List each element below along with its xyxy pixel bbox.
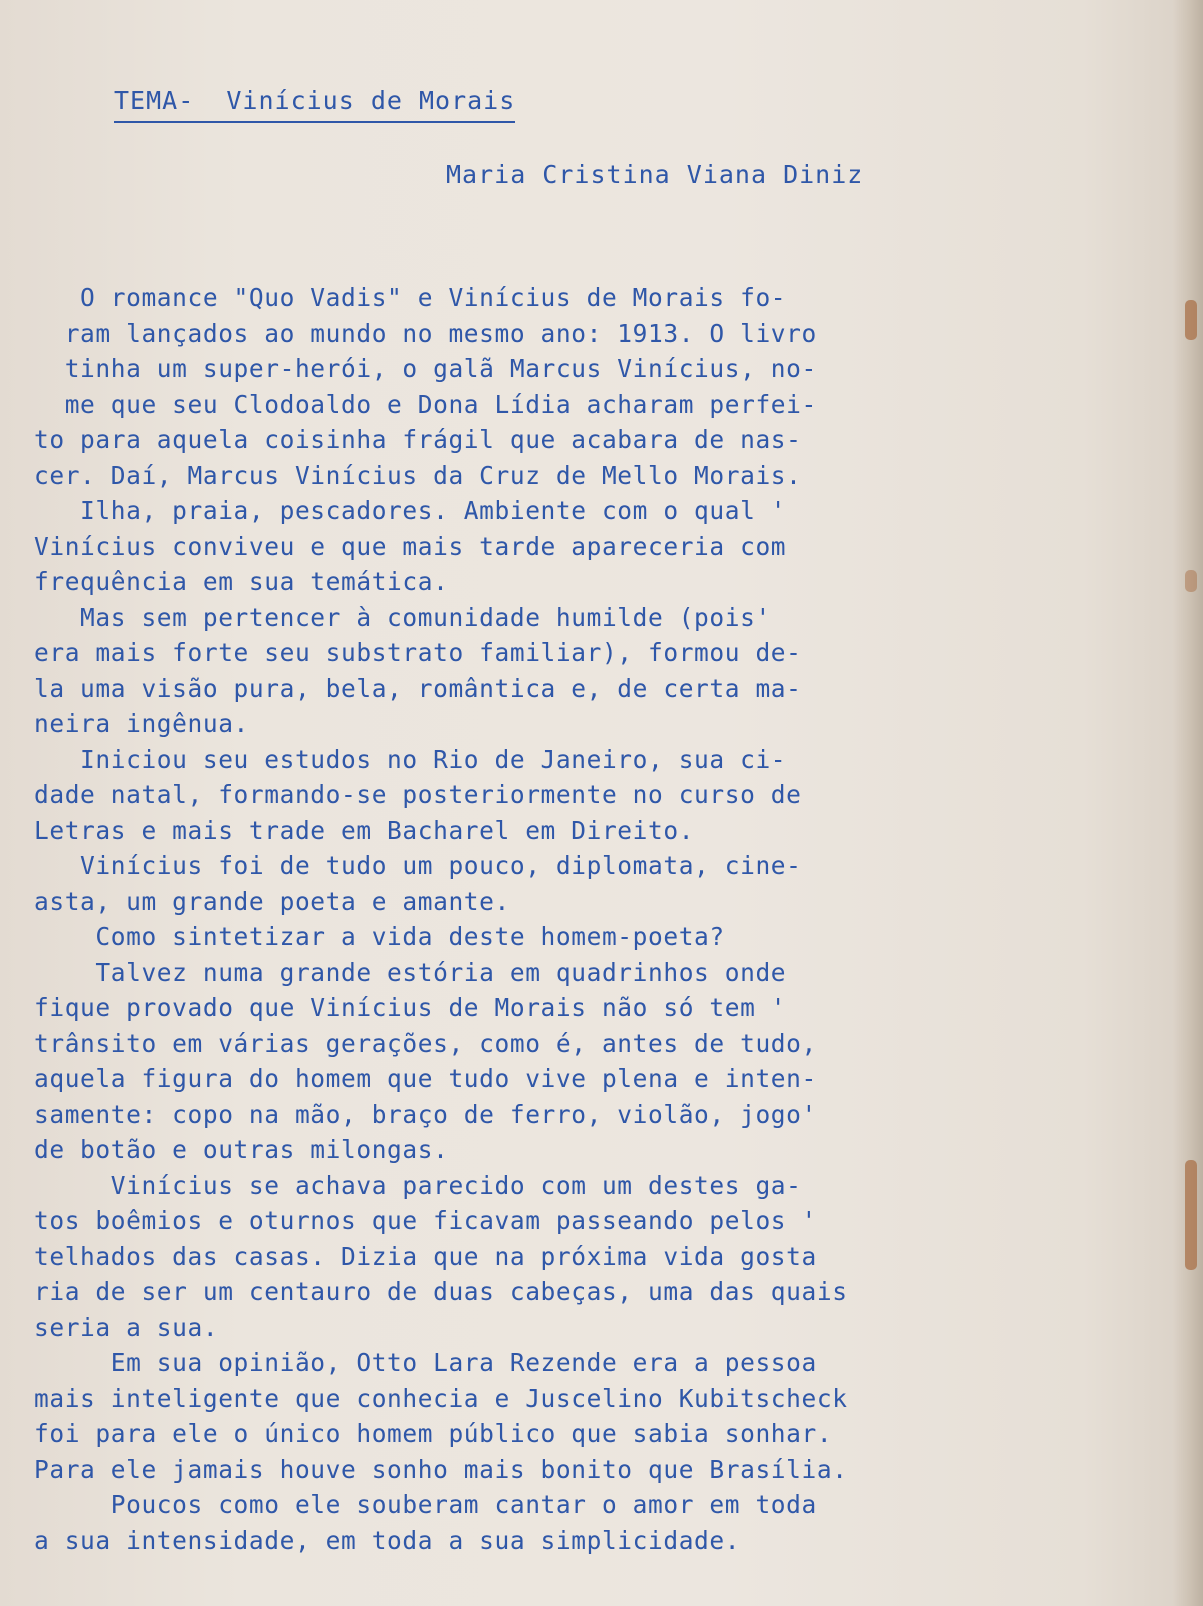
text-line: Talvez numa grande estória em quadrinhos onde bbox=[34, 957, 787, 987]
text-line: era mais forte seu substrato familiar), formou de- bbox=[34, 638, 802, 667]
text-line: telhados das casas. Dizia que na próxima vida gosta bbox=[34, 1241, 817, 1271]
document-title: TEMA- Vinícius de Morais bbox=[114, 86, 515, 123]
text-line: samente: copo na mão, braço de ferro, violão, jogo' bbox=[34, 1099, 817, 1129]
text-line: frequência em sua temática. bbox=[34, 567, 449, 596]
rust-stain bbox=[1185, 570, 1197, 592]
text-line: ria de ser um centauro de duas cabeças, uma das quais bbox=[34, 1277, 848, 1306]
text-line: mais inteligente que conhecia e Juscelino Kubitscheck bbox=[34, 1383, 848, 1413]
rust-stain bbox=[1185, 300, 1197, 340]
rust-stain bbox=[1185, 1160, 1197, 1270]
text-line: asta, um grande poeta e amante. bbox=[34, 886, 510, 916]
text-line: Em sua opinião, Otto Lara Rezende era a pessoa bbox=[34, 1348, 817, 1377]
text-line: trânsito em várias gerações, como é, antes de tudo, bbox=[34, 1028, 817, 1058]
text-line: Ilha, praia, pescadores. Ambiente com o qual ' bbox=[34, 496, 787, 525]
text-line: Vinícius conviveu e que mais tarde apareceria com bbox=[34, 531, 787, 561]
text-line: tinha um super-herói, o galã Marcus Vinícius, no- bbox=[34, 354, 817, 383]
text-line: la uma visão pura, bela, romântica e, de certa ma- bbox=[34, 673, 802, 703]
text-line: a sua intensidade, em toda a sua simplicidade. bbox=[34, 1525, 741, 1555]
text-line: to para aquela coisinha frágil que acabara de nas- bbox=[34, 425, 802, 454]
text-line: Iniciou seu estudos no Rio de Janeiro, sua ci- bbox=[34, 744, 787, 774]
text-line: cer. Daí, Marcus Vinícius da Cruz de Mello Morais. bbox=[34, 460, 802, 490]
text-line: Poucos como ele souberam cantar o amor em toda bbox=[34, 1490, 817, 1519]
author-name: Maria Cristina Viana Diniz bbox=[446, 160, 864, 189]
text-line: Vinícius foi de tudo um pouco, diplomata, cine- bbox=[34, 851, 802, 880]
text-line: neira ingênua. bbox=[34, 709, 249, 738]
text-line: aquela figura do homem que tudo vive plena e inten- bbox=[34, 1064, 817, 1093]
text-line: dade natal, formando-se posteriormente no curso de bbox=[34, 780, 802, 809]
text-line: Mas sem pertencer à comunidade humilde (pois' bbox=[34, 602, 771, 632]
text-line: Para ele jamais houve sonho mais bonito que Brasília. bbox=[34, 1454, 848, 1484]
text-line: fique provado que Vinícius de Morais não só tem ' bbox=[34, 993, 787, 1022]
text-line: O romance "Quo Vadis" e Vinícius de Morais fo- bbox=[34, 283, 787, 312]
page-spine-shadow bbox=[1173, 0, 1203, 1606]
text-line: tos boêmios e oturnos que ficavam passeando pelos ' bbox=[34, 1206, 817, 1235]
text-line: Letras e mais trade em Bacharel em Direito. bbox=[34, 815, 695, 845]
text-line: Como sintetizar a vida deste homem-poeta? bbox=[34, 922, 725, 951]
body-text bbox=[34, 280, 1074, 1558]
text-line: me que seu Clodoaldo e Dona Lídia acharam perfei- bbox=[34, 389, 817, 419]
text-line: de botão e outras milongas. bbox=[34, 1135, 449, 1164]
text-line: Vinícius se achava parecido com um destes ga- bbox=[34, 1170, 802, 1200]
text-line: foi para ele o único homem público que sabia sonhar. bbox=[34, 1419, 833, 1448]
text-line: ram lançados ao mundo no mesmo ano: 1913. O livro bbox=[34, 318, 817, 348]
text-line: seria a sua. bbox=[34, 1312, 219, 1342]
